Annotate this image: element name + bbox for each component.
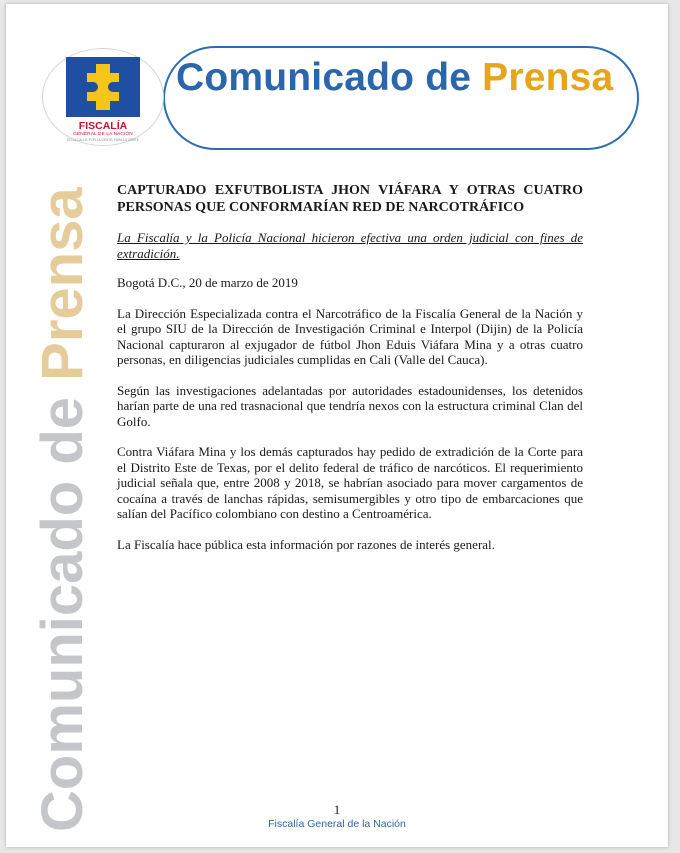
logo-name: FISCALÍA <box>78 120 128 132</box>
dateline: Bogotá D.C., 20 de marzo de 2019 <box>117 275 298 290</box>
footer-organization: Fiscalía General de la Nación <box>268 818 406 830</box>
paragraph-4: La Fiscalía hace pública esta información por razones de interés general. <box>117 536 495 552</box>
press-release-page <box>6 4 668 847</box>
paragraph-1: La Dirección Especializada contra el Narcotráfico de la Fiscalía General de la Nación y el grupo SIU de la Dirección de Investigación Criminal e Interpol (Dijin) de la Policía Nacional capturaron al exjugador de fútbol Jhon Eduis Viáfara Mina y a otras cuatro personas, en diligencias judiciales cumplidas en Cali (Valle del Cauca). <box>117 305 583 367</box>
page-title <box>176 56 613 100</box>
paragraph-2: Según las investigaciones adelantadas por autoridades estadounidenses, los detenidos harían parte de una red trasnacional que tendría nexos con la estructura criminal Clan del Golfo. <box>117 382 583 429</box>
page-number: 1 <box>333 802 341 817</box>
article-body <box>117 182 583 567</box>
paragraph-3: Contra Viáfara Mina y los demás capturados hay pedido de extradición de la Corte para el Distrito Este de Texas, por el delito federal de tráfico de narcóticos. El requerimiento judicial señala que, entre 2008 y 2018, se habrían asociado para mover cargamentos de cocaína a través de lanchas rápidas, semisumergibles y otro tipo de embarcaciones que salían del Pacífico colombiano con destino a Centroamérica. <box>117 444 583 521</box>
side-label <box>30 187 95 832</box>
fiscalia-logo <box>42 48 164 146</box>
side-label-main: Comunicado de <box>30 380 95 832</box>
puzzle-piece-icon <box>66 57 140 117</box>
title-accent: Prensa <box>482 56 614 99</box>
logo-subtitle: GENERAL DE LA NACIÓN <box>73 132 133 137</box>
title-main: Comunicado de <box>176 56 483 99</box>
logo-motto: EN LA CALLE, POR LA GENTE, PARA LA GENTE <box>67 138 139 142</box>
side-label-accent: Prensa <box>30 187 95 381</box>
subheadline: La Fiscalía y la Policía Nacional hicieron efectiva una orden judicial con fines de extradición. <box>117 230 583 261</box>
headline: CAPTURADO EXFUTBOLISTA JHON VIÁFARA Y OTRAS CUATRO PERSONAS QUE CONFORMARÍAN RED DE NARCOTRÁFICO <box>117 183 583 215</box>
